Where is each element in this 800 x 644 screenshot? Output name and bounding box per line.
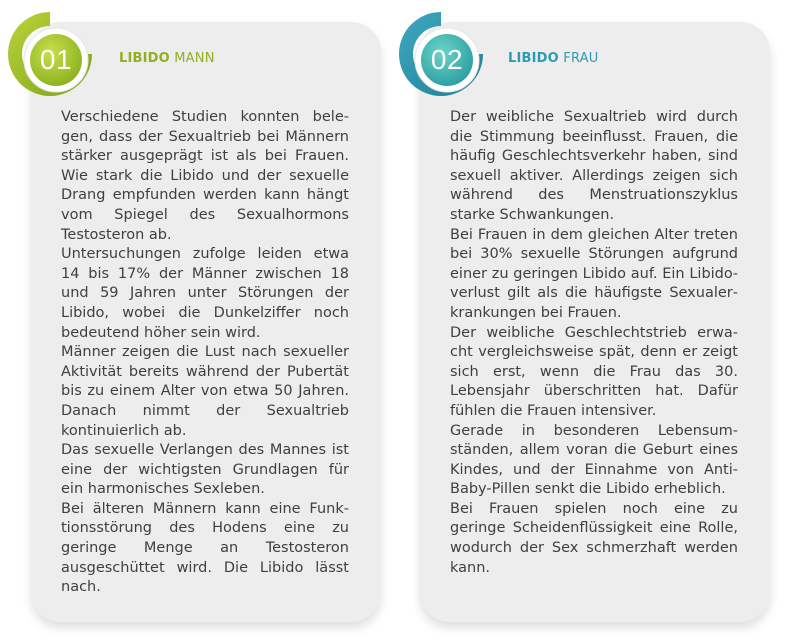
paragraph: Bei Frauen spielen noch eine zu geringe Scheidenflüssigkeit eine Rolle, wodurch der Sex schmerzhaft werden kann. xyxy=(450,500,738,576)
paragraph: Bei älteren Männern kann eine Funktionsstörung des Hodens eine zu geringe Menge an Testosteron ausgeschüttet wird. Die Libido lässt nach. xyxy=(61,500,349,596)
title-rest: FRAU xyxy=(563,51,599,66)
paragraph: Das sexuelle Verlangen des Mannes ist eine der wichtigsten Grundlagen für ein harmonisches Sexleben. xyxy=(61,442,349,498)
paragraph: Untersuchungen zufolge leiden etwa 14 bis 17% der Männer zwischen 18 und 59 Jahren unter Störungen der Libido, wobei die Dunkelziffer noch bedeutend höher sein wird. xyxy=(61,246,349,341)
title-bold: LIBIDO xyxy=(508,51,559,66)
paragraph: Der weibliche Sexualtrieb wird durch die Stimmung beeinflusst. Frauen, die häufig Geschlechtsverkehr haben, sind sexuell aktiver. Allerdings zeigen sich während des Menstruationszyklus starke Schwankungen. xyxy=(450,109,738,223)
paragraph: Gerade in besonderen Lebensumständen, allem voran die Geburt eines Kindes, und der Einnahme von Anti-Baby-Pillen senkt die Libido erheblich. xyxy=(450,422,738,498)
paragraph: Männer zeigen die Lust nach sexueller Aktivität bereits während der Pubertät bis zu einem Alter von etwa 50 Jahren. Danach nimmt der Sexualtrieb kontinuierlich ab. xyxy=(61,344,349,439)
paragraph: Verschiedene Studien konnten belegen, dass der Sexualtrieb bei Männern stärker ausgeprägt ist als bei Frauen. Wie stark die Libido und der sexuelle Drang empfunden werden kann hängt vom Spiegel des Sexualhormons Testosteron ab. xyxy=(61,109,349,243)
title-bold: LIBIDO xyxy=(119,51,170,66)
number-badge-01 xyxy=(4,8,96,100)
paragraph: Bei Frauen in dem gleichen Alter treten bei 30% sexuelle Störungen aufgrund einer zu geringen Libido auf. Ein Libidoverlust gilt als die häufigste Sexualerkrankungen bei Frauen. xyxy=(450,226,738,321)
title-rest: MANN xyxy=(174,51,215,66)
badge-number: 01 xyxy=(39,44,73,75)
card-title-mann xyxy=(119,51,215,66)
card-title-frau xyxy=(508,51,598,66)
badge-number: 02 xyxy=(430,44,464,75)
paragraph: Der weibliche Geschlechtstrieb erwacht vergleichsweise spät, denn er zeigt sich erst, wenn die Frau das 30. Lebensjahr überschritten hat. Dafür fühlen die Frauen intensiver. xyxy=(450,324,738,419)
card-body-mann xyxy=(61,108,349,598)
card-body-frau xyxy=(450,108,738,578)
number-badge-02 xyxy=(395,8,487,100)
